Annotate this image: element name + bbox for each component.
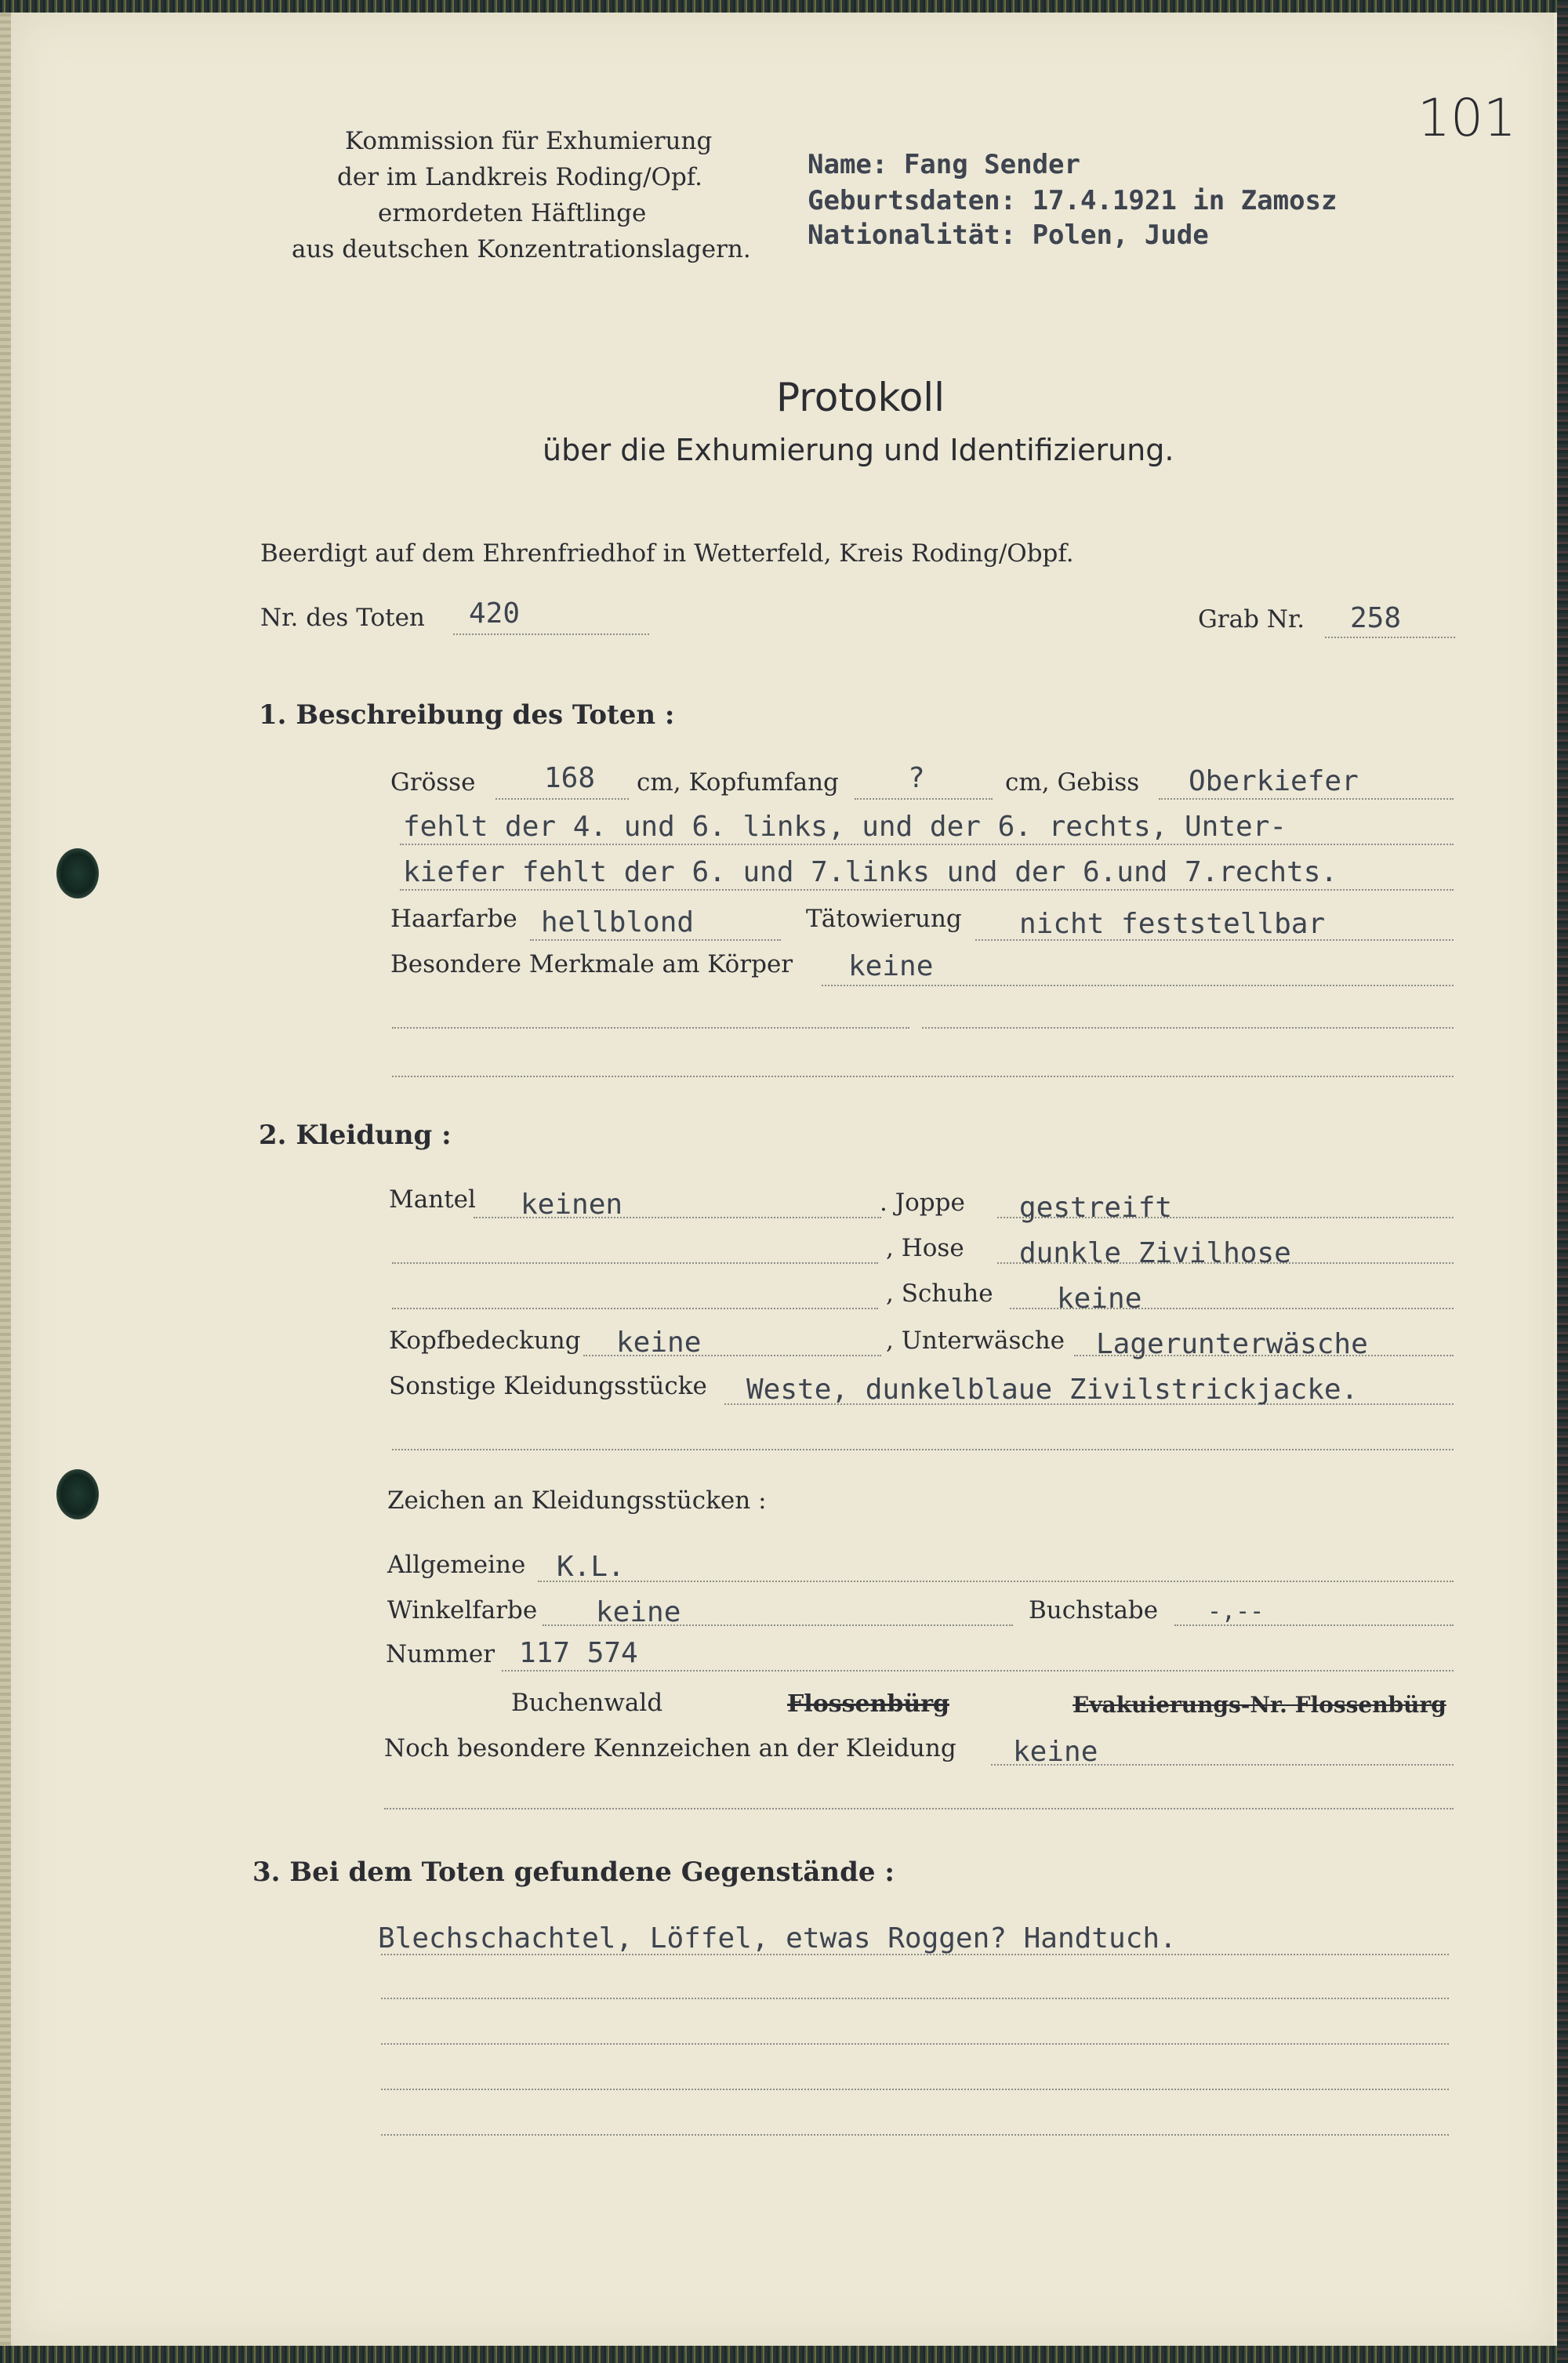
section-3-heading: 3. Bei dem Toten gefundene Gegenstände : [252, 1857, 895, 1888]
nummer-label: Nummer [386, 1640, 495, 1668]
winkelfarbe-label: Winkelfarbe [387, 1596, 538, 1624]
kopfumfang-label: cm, Kopfumfang [637, 768, 839, 797]
section-1-blank-line-2 [922, 1027, 1454, 1029]
hose-value: dunkle Zivilhose [1019, 1237, 1291, 1269]
haarfarbe-label: Haarfarbe [390, 905, 517, 933]
sonstige-value: Weste, dunkelblaue Zivilstrickjacke. [746, 1374, 1359, 1406]
merkmale-value: keine [848, 950, 934, 982]
section-2-heading: 2. Kleidung : [259, 1120, 452, 1151]
section-1-heading: 1. Beschreibung des Toten : [259, 699, 675, 731]
gebiss-line-2 [400, 844, 1454, 845]
groesse-label: Grösse [390, 768, 476, 797]
punch-hole-lower [56, 1469, 99, 1519]
joppe-label: . Joppe [880, 1189, 965, 1217]
person-nationality: Nationalität: Polen, Jude [808, 220, 1209, 251]
haarfarbe-line [530, 939, 781, 941]
items-blank-line-2 [381, 2043, 1449, 2045]
gebiss-value-1: Oberkiefer [1189, 765, 1359, 797]
unterwaesche-label: , Unterwäsche [886, 1327, 1065, 1355]
gebiss-line-3 [400, 889, 1454, 891]
dead-number-line [453, 633, 649, 635]
zeichen-heading: Zeichen an Kleidungsstücken : [387, 1486, 767, 1515]
gebiss-value-2: fehlt der 4. und 6. links, und der 6. rechts, Unter- [403, 811, 1287, 843]
merkmale-label: Besondere Merkmale am Körper [390, 950, 793, 978]
merkmale-line [822, 985, 1454, 986]
paper-edge-bottom [0, 2346, 1568, 2363]
items-value: Blechschachtel, Löffel, etwas Roggen? Handtuch. [378, 1922, 1177, 1955]
kopfbedeckung-value: keine [616, 1327, 702, 1359]
noch-label: Noch besondere Kennzeichen an der Kleidung [384, 1734, 956, 1762]
allgemeine-value: K.L. [557, 1551, 625, 1583]
gebiss-value-3: kiefer fehlt der 6. und 7.links und der 6.und 7.rechts. [403, 856, 1338, 888]
groesse-value: 168 [544, 762, 596, 794]
dead-number-value: 420 [469, 597, 521, 630]
paper-edge-right [1557, 0, 1568, 2363]
schuhe-label: , Schuhe [886, 1280, 993, 1308]
sonstige-blank-line [392, 1449, 1454, 1450]
kopfumfang-value: ? [908, 762, 925, 794]
grave-number-label: Grab Nr. [1198, 605, 1305, 633]
nummer-line [502, 1670, 1454, 1672]
gebiss-line-1 [1159, 798, 1454, 800]
grave-number-line [1325, 637, 1455, 638]
unterwaesche-value: Lagerunterwäsche [1096, 1328, 1368, 1360]
items-blank-line-4 [381, 2134, 1449, 2136]
noch-value: keine [1013, 1736, 1098, 1768]
winkelfarbe-value: keine [596, 1596, 681, 1628]
dead-number-label: Nr. des Toten [260, 604, 425, 632]
paper-edge-left [0, 0, 11, 2363]
page-number: 101 [1417, 88, 1516, 148]
mantel-value: keinen [521, 1189, 623, 1221]
mantel-label: Mantel [389, 1185, 476, 1214]
section-1-blank-line-3 [392, 1076, 1454, 1077]
camp-evakuierung: Evakuierungs-Nr. Flossenbürg [1073, 1692, 1446, 1718]
document-subtitle: über die Exhumierung und Identifizierung. [543, 433, 1174, 467]
joppe-value: gestreift [1019, 1192, 1173, 1224]
paper-edge-top [0, 0, 1568, 13]
camp-buchenwald: Buchenwald [511, 1689, 663, 1717]
allgemeine-line [538, 1581, 1454, 1582]
taetowierung-value: nicht feststellbar [1019, 908, 1326, 940]
burial-text: Beerdigt auf dem Ehrenfriedhof in Wetterfeld, Kreis Roding/Obpf. [260, 539, 1074, 568]
buchstabe-value: -,-- [1207, 1598, 1265, 1625]
noch-blank-line [384, 1808, 1454, 1809]
groesse-line [495, 798, 629, 800]
taetowierung-label: Tätowierung [806, 905, 962, 933]
schuhe-left-line [392, 1308, 878, 1309]
items-blank-line-1 [381, 1998, 1449, 1999]
commission-line-3: ermordeten Häftlinge [378, 199, 647, 227]
commission-line-4: aus deutschen Konzentrationslagern. [292, 235, 751, 263]
sonstige-label: Sonstige Kleidungsstücke [389, 1372, 707, 1400]
person-name: Name: Fang Sender [808, 149, 1080, 180]
hose-label: , Hose [886, 1234, 964, 1262]
kopfbedeckung-label: Kopfbedeckung [389, 1327, 581, 1355]
grave-number-value: 258 [1350, 602, 1402, 634]
section-1-blank-line-1 [392, 1027, 909, 1029]
gebiss-label: cm, Gebiss [1005, 768, 1140, 797]
camp-flossenbuerg: Flossenbürg [787, 1690, 949, 1718]
nummer-value: 117 574 [519, 1637, 638, 1669]
allgemeine-label: Allgemeine [387, 1551, 526, 1579]
punch-hole-upper [56, 848, 99, 898]
buchstabe-label: Buchstabe [1029, 1596, 1159, 1624]
schuhe-value: keine [1057, 1283, 1142, 1315]
hose-left-line [392, 1262, 878, 1264]
items-blank-line-3 [381, 2089, 1449, 2090]
document-title: Protokoll [776, 375, 946, 420]
haarfarbe-value: hellblond [541, 906, 695, 938]
commission-line-1: Kommission für Exhumierung [345, 127, 713, 155]
commission-line-2: der im Landkreis Roding/Opf. [337, 163, 703, 191]
person-birth: Geburtsdaten: 17.4.1921 in Zamosz [808, 185, 1338, 216]
kopfumfang-line [855, 798, 993, 800]
